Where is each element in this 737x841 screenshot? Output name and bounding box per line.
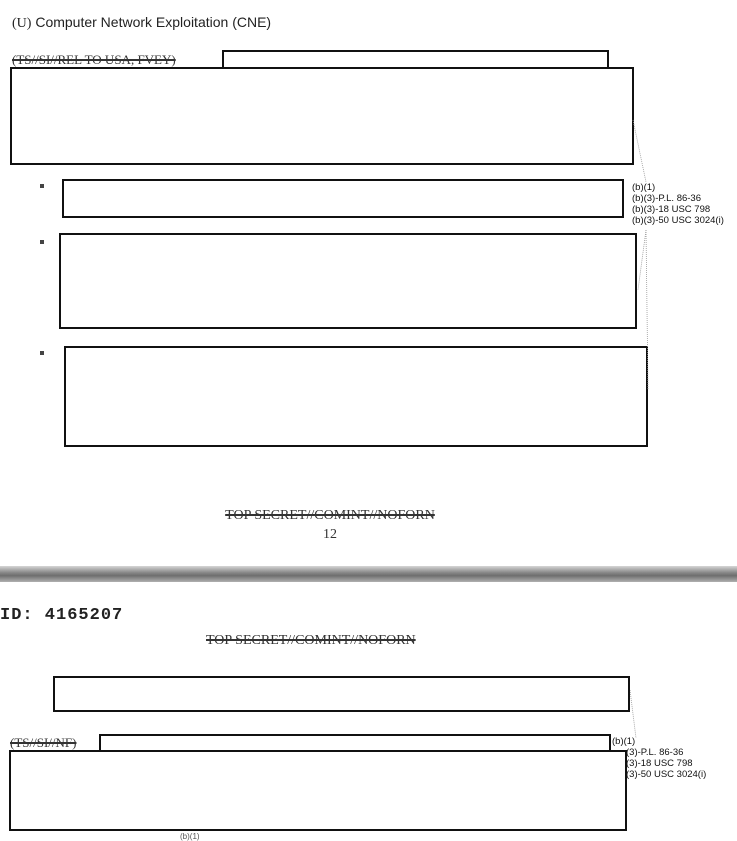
header-classification: TOP SECRET//COMINT//NOFORN xyxy=(206,633,416,648)
exemption-code: (b)(3)-18 USC 798 xyxy=(632,204,711,215)
exemption-code: (b)(1) xyxy=(632,182,656,193)
page-number: 12 xyxy=(323,527,337,542)
page-separator xyxy=(0,566,737,582)
document-id: ID: 4165207 xyxy=(0,606,124,625)
exemption-code: (3)-P.L. 86-36 xyxy=(626,747,684,758)
heading-portion-marking: (U) xyxy=(12,16,32,31)
exemption-code: (b)(1) xyxy=(612,736,636,747)
exemption-fragment: (b)(1) xyxy=(180,832,200,841)
paragraph-classification-marking: (TS//SI//NF) xyxy=(10,735,77,750)
page-2 xyxy=(0,582,737,841)
exemption-code: (3)-50 USC 3024(i) xyxy=(626,769,707,780)
redaction-box xyxy=(9,750,627,831)
exemption-code: (3)-18 USC 798 xyxy=(626,758,693,769)
paragraph-classification-marking: (TS//SI//REL TO USA, FVEY) xyxy=(12,52,176,67)
exemption-codes xyxy=(612,736,706,780)
redaction-box xyxy=(53,676,630,712)
footer-classification: TOP SECRET//COMINT//NOFORN xyxy=(225,508,435,523)
heading-text: Computer Network Exploitation (CNE) xyxy=(35,14,272,30)
exemption-code: (b)(3)-50 USC 3024(i) xyxy=(632,215,724,226)
exemption-code: (b)(3)-P.L. 86-36 xyxy=(632,193,701,204)
